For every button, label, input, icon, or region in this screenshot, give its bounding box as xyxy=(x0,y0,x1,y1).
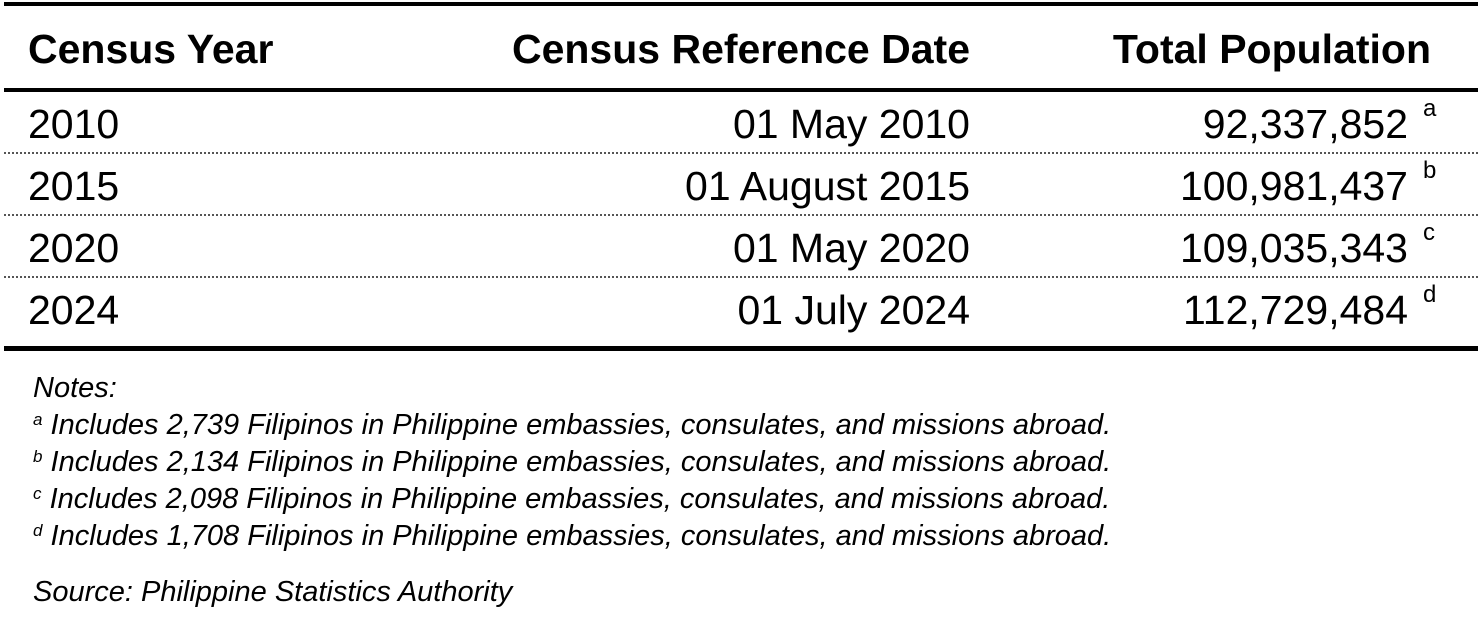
total-population-cell: 112,729,484 xyxy=(1183,287,1408,333)
table-row xyxy=(4,155,1478,216)
reference-date-cell: 01 August 2015 xyxy=(685,163,970,209)
note-item xyxy=(33,444,1111,481)
notes-section xyxy=(33,370,1111,611)
census-year-cell: 2010 xyxy=(28,101,120,147)
note-item xyxy=(33,518,1111,555)
note-text: Includes 2,098 Filipinos in Philippine embassies, consulates, and missions abroad. xyxy=(49,483,1111,515)
note-marker: a xyxy=(33,410,43,429)
census-year-cell: 2024 xyxy=(28,287,120,333)
total-population-cell: 109,035,343 xyxy=(1179,225,1408,271)
table-bottom-rule xyxy=(4,346,1478,351)
note-item xyxy=(33,481,1111,518)
note-text: Includes 1,708 Filipinos in Philippine embassies, consulates, and missions abroad. xyxy=(50,520,1112,552)
table-row xyxy=(4,217,1478,278)
footnote-marker: d xyxy=(1423,281,1437,308)
table-row xyxy=(4,279,1478,340)
header-census-reference-date: Census Reference Date xyxy=(511,26,970,72)
reference-date-cell: 01 July 2024 xyxy=(737,287,970,333)
total-population-cell: 100,981,437 xyxy=(1179,163,1408,209)
total-population-cell: 92,337,852 xyxy=(1202,101,1408,147)
note-text: Includes 2,739 Filipinos in Philippine embassies, consulates, and missions abroad. xyxy=(50,409,1112,441)
source-line: Source: Philippine Statistics Authority xyxy=(33,576,513,608)
table-row xyxy=(4,93,1478,154)
note-marker: b xyxy=(33,447,43,466)
header-census-year: Census Year xyxy=(28,26,274,72)
reference-date-cell: 01 May 2010 xyxy=(732,101,970,147)
notes-title: Notes: xyxy=(33,372,117,404)
table-top-rule xyxy=(4,2,1478,6)
header-total-population: Total Population xyxy=(1112,26,1431,72)
note-text: Includes 2,134 Filipinos in Philippine embassies, consulates, and missions abroad. xyxy=(50,446,1112,478)
census-year-cell: 2015 xyxy=(28,163,120,209)
note-item xyxy=(33,407,1111,444)
footnote-marker: a xyxy=(1423,95,1437,122)
row-divider xyxy=(4,214,1478,216)
header-rule xyxy=(4,88,1478,92)
note-marker: c xyxy=(33,484,42,503)
footnote-marker: c xyxy=(1423,219,1435,246)
census-year-cell: 2020 xyxy=(28,225,120,271)
row-divider xyxy=(4,152,1478,154)
row-divider xyxy=(4,276,1478,278)
reference-date-cell: 01 May 2020 xyxy=(732,225,970,271)
footnote-marker: b xyxy=(1423,157,1437,184)
note-marker: d xyxy=(33,521,43,540)
